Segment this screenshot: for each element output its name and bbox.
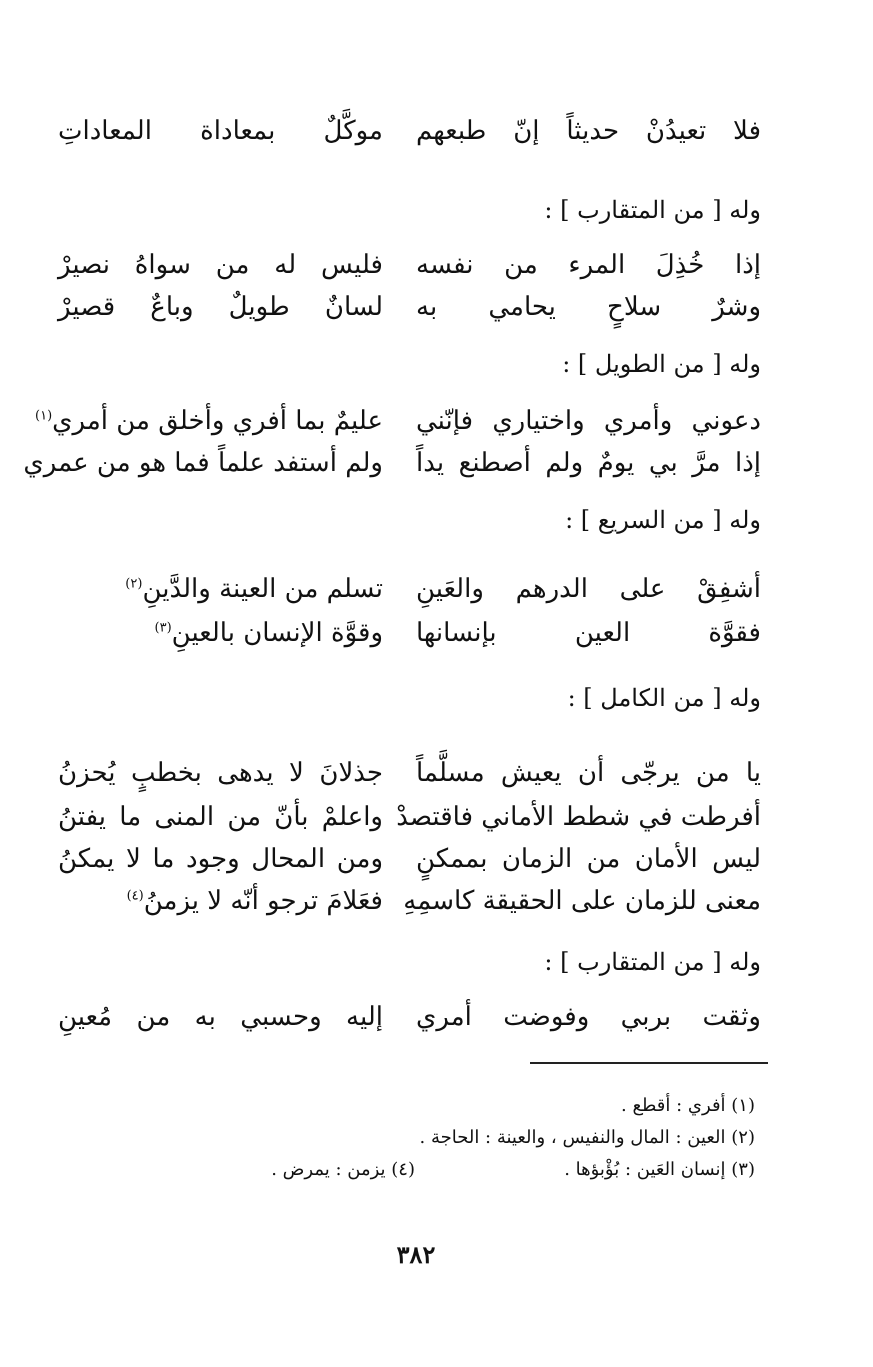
poem-heading: وله [ من الطويل ] : bbox=[562, 350, 761, 378]
verse-right-hemistich: وشرٌ سلاحٍ يحامي به bbox=[416, 292, 761, 322]
page-number: ٣٨٢ bbox=[396, 1240, 436, 1269]
verse-left-hemistich: جذلانَ لا يدهى بخطبٍ يُحزنُ bbox=[58, 758, 383, 788]
poem-heading: وله [ من الكامل ] : bbox=[567, 684, 761, 712]
verse-right-hemistich: أفرطت في شطط الأماني فاقتصدْ bbox=[396, 802, 761, 832]
verse-left-hemistich: إليه وحسبي به من مُعينِ bbox=[58, 1002, 383, 1032]
footnote-4: (٤) يزمن : يمرض . bbox=[271, 1159, 415, 1180]
verse-right-hemistich: أشفِقْ على الدرهم والعَينِ bbox=[416, 574, 761, 604]
poem-heading: وله [ من المتقارب ] : bbox=[544, 196, 761, 224]
footnote-2: (٢) العين : المال والنفيس ، والعينة : الحاجة . bbox=[419, 1127, 755, 1148]
verse-left-hemistich: ولم أستفد علماً فما هو من عمري bbox=[23, 448, 383, 478]
verse-left-hemistich-with-note bbox=[58, 888, 383, 914]
verse-text: وقوَّة الإنسان بالعينِ bbox=[171, 618, 383, 648]
verse-right-hemistich: فقوَّة العين بإنسانها bbox=[416, 618, 761, 648]
verse-right-hemistich: وثقت بربي وفوضت أمري bbox=[416, 1002, 761, 1032]
verse-left-hemistich: موكَّلٌ بمعاداة المعاداتِ bbox=[58, 116, 383, 146]
verse-right-hemistich: إذا مرَّ بي يومٌ ولم أصطنع يداً bbox=[416, 448, 761, 478]
verse-text: فعَلامَ ترجو أنّه لا يزمنُ bbox=[143, 886, 383, 916]
verse-left-hemistich-with-note bbox=[35, 406, 383, 436]
footnote-marker: (٣) bbox=[154, 620, 172, 636]
footnote-3: (٣) إنسان العَين : بُؤْبؤها . bbox=[564, 1159, 755, 1180]
verse-left-hemistich: لسانٌ طويلٌ وباعٌ قصيرْ bbox=[58, 292, 383, 322]
verse-right-hemistich: ليس الأمان من الزمان بممكنٍ bbox=[416, 844, 761, 874]
verse-right-hemistich: معنى للزمان على الحقيقة كاسمِهِ bbox=[403, 886, 761, 916]
verse-text: تسلم من العينة والدَّينِ bbox=[142, 574, 383, 604]
poem-heading: وله [ من السريع ] : bbox=[565, 506, 761, 534]
verse-left-hemistich: ومن المحال وجود ما لا يمكنُ bbox=[58, 844, 383, 874]
poem-heading: وله [ من المتقارب ] : bbox=[544, 948, 761, 976]
footnote-marker: (٤) bbox=[126, 888, 144, 904]
footnote-marker: (٢) bbox=[125, 576, 143, 592]
verse-right-hemistich: فلا تعيدُنْ حديثاً إنّ طبعهم bbox=[416, 116, 761, 146]
footnote-1: (١) أفري : أقطع . bbox=[621, 1095, 755, 1116]
verse-left-hemistich: فليس له من سواهُ نصيرْ bbox=[58, 250, 383, 280]
verse-right-hemistich: دعوني وأمري واختياري فإنّني bbox=[416, 406, 761, 436]
verse-left-hemistich-with-note bbox=[58, 576, 383, 602]
verse-left-hemistich-with-note bbox=[58, 620, 383, 646]
verse-right-hemistich: يا من يرجّى أن يعيش مسلَّماً bbox=[416, 758, 761, 788]
verse-left-hemistich: واعلمْ بأنّ من المنى ما يفتنُ bbox=[58, 802, 383, 832]
verse-right-hemistich: إذا خُذِلَ المرء من نفسه bbox=[416, 250, 761, 280]
verse-text: عليمٌ بما أفري وأخلق من أمري bbox=[52, 406, 383, 436]
footnote-separator bbox=[530, 1062, 768, 1064]
footnote-marker: (١) bbox=[35, 408, 53, 424]
